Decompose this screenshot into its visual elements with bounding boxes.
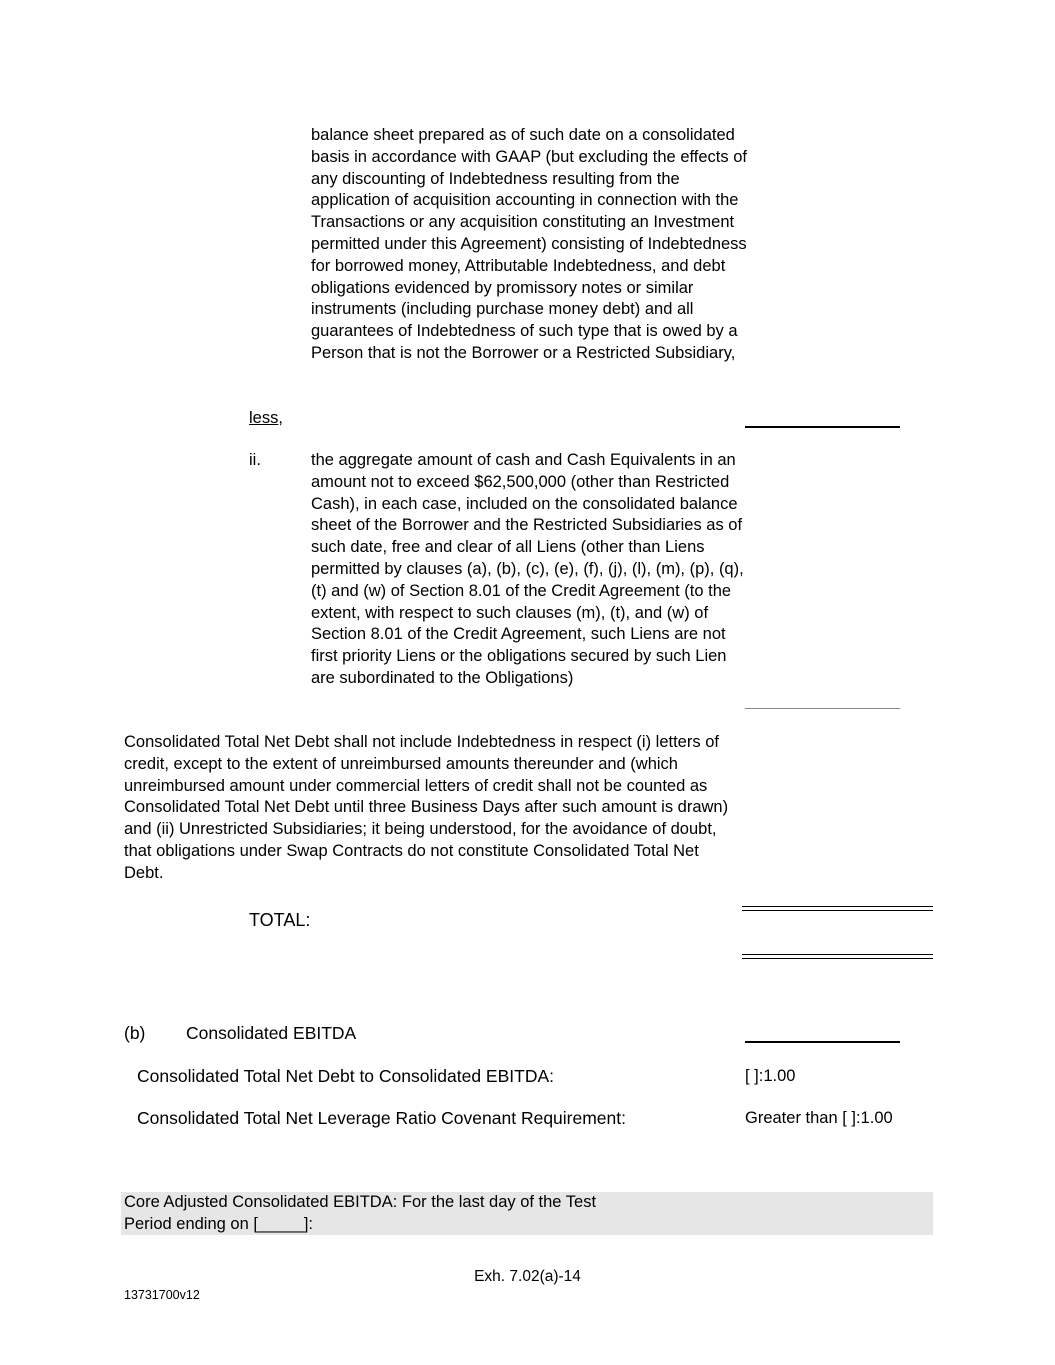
document-id: 13731700v12 — [124, 1288, 200, 1302]
section-b-letter: (b) — [124, 1023, 146, 1043]
exclusion-paragraph: Consolidated Total Net Debt shall not include Indebtedness in respect (i) letters of credit, except to the extent of unreimbursed amounts thereunder and (which unreimbursed amount under commercial letters of credit shall not be counted as Consolidated Total Net Debt until three Business Days after such amount is drawn) and (ii) Unrestricted Subsidiaries; it being understood, for the avoidance of doubt, that obligations under Swap Contracts do not constitute Consolidated Total Net Debt. — [124, 733, 729, 882]
less-connector — [249, 409, 283, 428]
page-reference: Exh. 7.02(a)-14 — [474, 1268, 581, 1285]
less-label: less — [249, 409, 279, 427]
core-ebitda-heading-line2: Period ending on [_____]: — [124, 1214, 313, 1233]
less-amount-blank — [745, 426, 900, 428]
total-label: TOTAL: — [249, 910, 311, 930]
clause-ii-amount-blank — [745, 708, 900, 709]
clause-i-continued-text: balance sheet prepared as of such date on a consolidated basis in accordance with GAAP (but excluding the effects of any discounting of Indebtedness resulting from the application of acquisition accounting in connection with the Transactions or any acquisition constituting an Investment permitted under this Agreement) consisting of Indebtedness for borrowed money, Attributable Indebtedness, and debt obligations evidenced by promissory notes or similar instruments (including purchase money debt) and all guarantees of Indebtedness of such type that is owed by a Person that is not the Borrower or a Restricted Subsidiary, — [311, 126, 747, 362]
core-ebitda-heading — [121, 1192, 933, 1235]
total-bottom-rule — [742, 954, 933, 959]
covenant-label: Consolidated Total Net Leverage Ratio Covenant Requirement: — [137, 1108, 627, 1128]
total-top-rule — [742, 906, 933, 911]
clause-ii-number: ii. — [249, 451, 261, 469]
covenant-value: Greater than [ ]:1.00 — [745, 1109, 893, 1127]
less-suffix: , — [278, 409, 283, 427]
core-ebitda-heading-line1: Core Adjusted Consolidated EBITDA: For the last day of the Test — [124, 1193, 597, 1211]
section-b-title: Consolidated EBITDA — [186, 1023, 357, 1043]
clause-ii-text: the aggregate amount of cash and Cash Equivalents in an amount not to exceed $62,500,000 (other than Restricted Cash), in each case, included on the consolidated balance sheet of the Borrower and the Restricted Subsidiaries as of such date, free and clear of all Liens (other than Liens permitted by clauses (a), (b), (c), (e), (f), (j), (l), (m), (p), (q), (t) and (w) of Section 8.01 of the Credit Agreement (to the extent, with respect to such clauses (m), (t), and (w) of Section 8.01 of the Credit Agreement, such Liens are not first priority Liens or the obligations secured by such Lien are subordinated to the Obligations) — [311, 451, 744, 687]
ratio-value: [ ]:1.00 — [745, 1067, 796, 1085]
ratio-label: Consolidated Total Net Debt to Consolidated EBITDA: — [137, 1066, 554, 1086]
ebitda-amount-blank — [745, 1041, 900, 1043]
